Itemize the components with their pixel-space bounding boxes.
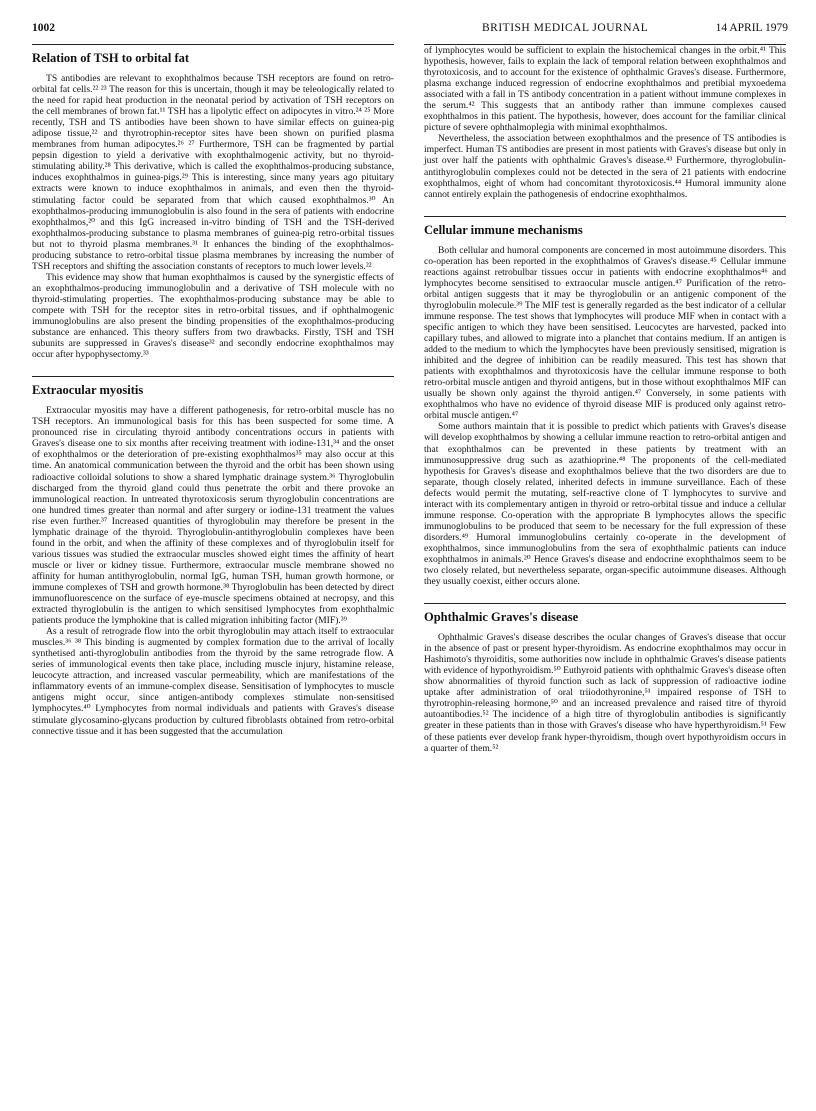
paragraph: Ophthalmic Graves's disease describes the ocular changes of Graves's disease that occur in the absence of past or present hyper-thyroidism. As endocrine exophthalmos may occur in Hashimoto's thyroiditis, some authorities now include in ophthalmic Graves's disease patients with evidence of hypothyroidism.⁵⁰ Euthyroid patients with ophthalmic Graves's disease often show abnormalities of thyroid function such as lack of suppression of radioactive iodine uptake after administration of oral triiodothyronine,⁵¹ impaired response of TSH to thyrotrophin-releasing hormone,⁵⁰ and an increased prevalence and raised titre of thyroid autoantibodies.⁵² The incidence of a high titre of thyroglobulin antibodies is significantly greater in these patients than in those with Graves's disease who have hyperthyroidism.⁵¹ Few of these patients ever develop frank hyper-thyroidism, though overt hypothyroidism occurs in a quarter of them.⁵²: [424, 632, 786, 754]
page-header: [32, 22, 788, 38]
paragraph: This evidence may show that human exophthalmos is caused by the synergistic effects of an exophthalmos-producing immunoglobulin and a derivative of TSH molecule with no thyroid-stimulating properties. The exophthalmos-producing substance may be able to compete with TSH for the receptor sites in retro-orbital tissues, and if ophthalmogenic immunoglobulins are also present the binding propensities of the exophthalmos-producing substance are enhanced. This theory suffers from two drawbacks. Firstly, TSH and TSH subunits are suppressed in Graves's disease³² and secondly endocrine exophthalmos may occur after hypophysectomy.³³: [32, 271, 394, 361]
section-heading: Cellular immune mechanisms: [424, 222, 583, 237]
section-heading: Relation of TSH to orbital fat: [32, 51, 190, 65]
page-number: 1002: [32, 22, 55, 34]
paragraph: As a result of retrograde flow into the orbit thyroglobulin may attach itself to extraocular muscles.³⁶ ³⁸ This binding is augmented by complex formation due to the arrival of locally synthetised anti-thyroglobulin antibodies from the thyroid by the same retrograde flow. A series of immunological events then take place, including muscle injury, histamine release, leucocyte attraction, and increased vascular permeability, which are manifestations of the inflammatory events of an immune-complex disease. Sensitisation of lymphocytes to muscle antigens might occur, since antigen-antibody complexes stimulate non-sensitised lymphocytes.⁴⁰ Lymphocytes from normal individuals and patients with Graves's disease stimulate glycosamino-glycans production by cultured fibroblasts obtained from retro-orbital connective tissue and it has been suggested that the accumulation: [32, 626, 394, 737]
section-heading: Ophthalmic Graves's disease: [424, 610, 579, 625]
paragraph: TS antibodies are relevant to exophthalmos because TSH receptors are found on retro-orbital fat cells.²² ²³ The reason for this is uncertain, though it may be teleologically related to the need for rapid heat production in the neonatal period by activation of TSH receptors on the cell membranes of brown fat.¹¹ TSH has a lipolytic effect on adipocytes in vitro.²⁴ ²⁵ More recently, TSH and TS antibodies have been shown to have similar effects on guinea-pig adipose tissue,²² and thyrotrophin-receptor sites have been shown on purified plasma membranes from human adipocytes.²⁶ ²⁷ Furthermore, TSH can be fragmented by partial pepsin digestion to yield a derivative with exophthalmogenic activity, but no thyroid-stimulating ability.²⁸ This derivative, which is called the exophthalmos-producing substance, induces exophthalmos in guinea-pigs.²⁹ This is interesting, since many years ago pituitary extracts were known to induce exophthalmos in animals, and even then the thyroid-stimulating factor could be separated from that which caused exophthalmos.³⁰ An exophthalmos-producing immunoglobulin is also found in the sera of patients with endocrine exophthalmos,²⁰ and this IgG increased in-vitro binding of TSH and the TSH-derived exophthalmos-producing substance to plasma membranes of guinea-pig retro-orbital tissues but not to thyroid plasma membranes.³¹ It enhances the binding of the exophthalmos-producing substance to retro-orbital tissue plasma membranes by increasing the number of TSH receptors and shifting the association constants of receptors to much lower levels.²²: [32, 73, 394, 272]
paragraph: Both cellular and humoral components are concerned in most autoimmune disorders. This co-operation has been reported in the exophthalmos of Graves's disease.⁴⁵ Cellular immune reactions against retrobulbar tissues occur in patients with endocrine exophthalmos⁴⁶ and lymphocytes become sensitised to extraocular muscle antigen.⁴⁷ Purification of the retro-orbital antigen suggests that it may be thyroglobulin or an antigenic component of the thyroglobulin molecule.³⁹ The MIF test is generally regarded as the best indicator of a cellular immune response. The test shows that lymphocytes will produce MIF when in contact with a specific antigen to which they have been sensitised. Leucocytes are harvested, packed into capillary tubes, and allowed to migrate into a planchet that contains medium. If an antigen is added to the medium to which the lymphocytes have been previously sensitised, migration is inhibited and the degree of inhibition can be readily measured. This test has shown that patients with exophthalmos and thyrotoxicosis have the cellular immune response to both retro-orbital muscle antigen and thyroid antigens, but in those without exophthalmos MIF can usually be shown only against the thyroid antigen.⁴⁷ Conversely, in some patients with exophthalmos who have no evidence of thyroid disease MIF is produced only against retro-orbital muscle antigen.⁴⁷: [424, 244, 786, 422]
paragraph: Nevertheless, the association between exophthalmos and the presence of TS antibodies is imperfect. Human TS antibodies are present in most patients with Graves's disease but only in just over half the patients with ophthalmic Graves's disease.⁴³ Furthermore, thyroglobulin-antithyroglobulin complexes could not be detected in the sera of 21 patients with endocrine exophthalmos, eight of whom had concomitant thyrotoxicosis.⁴⁴ Humoral immunity alone cannot entirely explain the pathogenesis of endocrine exophthalmos.: [424, 133, 786, 200]
paragraph: of lymphocytes would be sufficient to explain the histochemical changes in the orbit.⁴¹ This hypothesis, however, fails to explain the lack of temporal relation between exophthalmos and thyrotoxicosis, and to account for the existence of ophthalmic Graves's disease. Furthermore, plasma exchange induced regression of endocrine exophthalmos and pretibial myxoedema associated with a fall in TS antibody concentration in a patient without immune complexes in the serum.⁴² This suggests that an antibody rather than immune complexes caused exophthalmos in this patient. The hypothesis, however, does account for the familiar clinical picture of severe ophthalmoplegia with minimal exophthalmos.: [424, 45, 786, 134]
issue-date: 14 APRIL 1979: [715, 22, 788, 34]
paragraph: Extraocular myositis may have a different pathogenesis, for retro-orbital muscle has no TSH receptors. An immunological basis for this has been suspected for some time. A pronounced rise in circulating thyroid antibody concentrations occurs in patients with Graves's disease one to six months after receiving treatment with iodine-131,³⁴ and the onset of exophthalmos or the deterioration of pre-existing exophthalmos³⁵ may also occur at this time. An anatomical communication between the thyroid and the orbit has been shown using radioactive colloidal solutions to show a shared lymphatic drainage system.³⁶ Thyroglobulin discharged from the thyroid gland could thus penetrate the orbit and there provoke an immunological reaction. In untreated thyrotoxicosis serum thyroglobulin concentrations are one hundred times greater than normal and after surgery or iodine-131 treatment the values rise even further.³⁷ Increased quantities of thyroglobulin may therefore be present in the lymphatic drainage of the thyroid. Thyroglobulin-antithyroglobulin complexes have been found in the orbit, and when the affinity of these complexes and of thyroglobulin itself for various tissues was studied the extraocular muscles showed eight times the affinity of heart muscle or liver or kidney tissue. Furthermore, extraocular muscle membrane showed no affinity for human antithyroglobulin, normal IgG, human TSH, human growth hormone, or immune complexes of TSH and growth hormone.³⁸ Thyroglobulin has been detected by direct immunofluorescence on the surface of eye-muscle specimens obtained at necropsy, and this extracted thyroglobulin is the antigen to which sensitised lymphocytes from exophthalmic patients produce the lymphokine that is called migration inhibiting factor (MIF).³⁹: [32, 405, 394, 627]
journal-name: BRITISH MEDICAL JOURNAL: [482, 22, 649, 34]
left-column: [32, 44, 394, 737]
paragraph: Some authors maintain that it is possible to predict which patients with Graves's disease will develop exophthalmos by showing a cellular immune reaction to retro-orbital antigen and that exophthalmos can be prevented in these patients by treatment with an immunosuppressive drug such as azathioprine.⁴⁸ The proponents of the cell-mediated hypothesis for Graves's disease and exophthalmos believe that the two disorders are due to separate, though closely related, inherited defects in immune surveillance. Each of these defects would permit the mutating, self-reactive clone of T lymphocytes to survive and interact with its complementary antigen in thyroid or retro-orbital tissue and induce a cellular immune response. Co-operation with the appropriate B lymphocytes allows the specific immunoglobulins to be produced that seem to be necessary for the full expression of these disorders.⁴⁹ Humoral immunoglobulins certainly co-operate in the development of exophthalmos, since immunoglobulins from the sera of exophthalmic patients can induce exophthalmos in animals.²⁰ Hence Graves's disease and endocrine exophthalmos seem to be two closely related, but nevertheless separate, organ-specific autoimmune diseases. Although they usually coexist, either occurs alone.: [424, 421, 786, 588]
section-heading: Extraocular myositis: [32, 383, 144, 398]
section-rule: [424, 603, 786, 604]
right-column: [424, 44, 786, 754]
section-rule: [424, 216, 786, 217]
section-rule: [32, 44, 394, 45]
section-rule: [32, 376, 394, 377]
